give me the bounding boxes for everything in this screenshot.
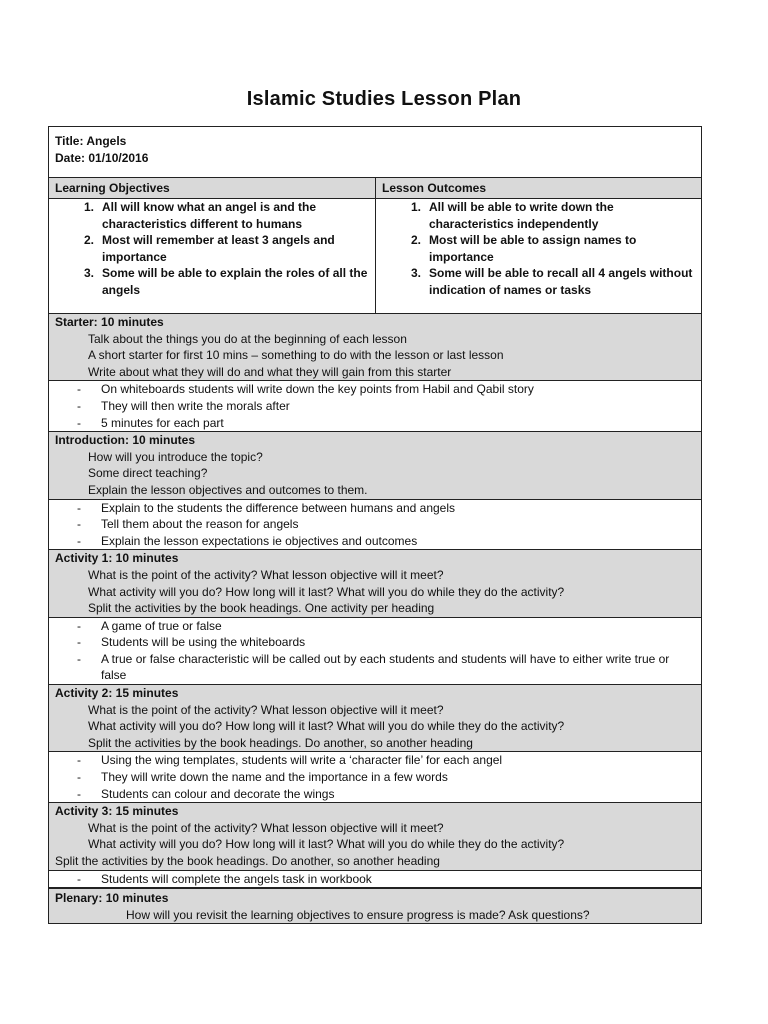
objective-item: 1. All will know what an angel is and the characteristics different to humans — [83, 200, 317, 231]
prompt-line: Split the activities by the book headings. Do another, so another heading — [55, 854, 440, 868]
activity1-plan-cell — [49, 617, 701, 684]
starter-prompt-cell — [49, 313, 701, 380]
introduction-heading: Introduction: 10 minutes — [55, 433, 196, 448]
list-item: - Tell them about the reason for angels — [77, 517, 299, 532]
list-item: - Explain the lesson expectations ie objectives and outcomes — [77, 533, 418, 548]
objective-item: 2. Most will remember at least 3 angels and importance — [83, 233, 335, 264]
prompt-line: What is the point of the activity? What lesson objective will it meet? — [88, 567, 444, 582]
outcome-item: 3. Some will be able to recall all 4 angels without indication of names or tasks — [410, 266, 693, 297]
activity1-prompt-cell — [49, 549, 701, 616]
prompt-line: A short starter for first 10 mins – something to do with the lesson or last lesson — [88, 348, 504, 363]
list-item: - A game of true or false — [77, 618, 222, 633]
prompt-line: How will you introduce the topic? — [88, 449, 263, 464]
starter-bullet-list — [49, 381, 701, 431]
activity2-prompt-cell — [49, 684, 701, 751]
lesson-plan-table — [48, 126, 702, 924]
prompt-line: Some direct teaching? — [88, 466, 208, 481]
list-item: - They will write down the name and the importance in a few words — [77, 770, 448, 785]
activity1-bullet-list — [49, 618, 701, 684]
list-item: - Students will complete the angels task in workbook — [77, 871, 372, 886]
objectives-heading: Learning Objectives — [49, 178, 375, 198]
prompt-line: How will you revisit the learning objectives to ensure progress is made? Ask questions? — [126, 907, 590, 922]
objectives-list-cell — [49, 198, 375, 313]
starter-heading: Starter: 10 minutes — [55, 315, 164, 329]
activity2-plan-cell — [49, 751, 701, 802]
objectives-column — [49, 178, 375, 313]
introduction-bullet-list — [49, 500, 701, 550]
list-item: - Explain to the students the difference between humans and angels — [77, 500, 456, 515]
outcomes-list-cell — [376, 198, 701, 313]
prompt-line: Write about what they will do and what they will gain from this starter — [88, 364, 452, 379]
prompt-line: Explain the lesson objectives and outcomes to them. — [88, 482, 368, 497]
starter-plan-cell — [49, 380, 701, 431]
objectives-outcomes-row — [49, 177, 701, 313]
list-item: - Students can colour and decorate the wings — [77, 786, 335, 801]
prompt-line: Talk about the things you do at the beginning of each lesson — [88, 331, 407, 346]
prompt-line: What activity will you do? How long will it last? What will you do while they do the activity? — [88, 584, 565, 599]
outcomes-column — [375, 178, 701, 313]
prompt-line: What activity will you do? How long will it last? What will you do while they do the activity? — [88, 837, 565, 852]
plenary-heading: Plenary: 10 minutes — [55, 891, 169, 906]
prompt-line: Split the activities by the book headings. Do another, so another heading — [88, 735, 473, 750]
outcome-item: 2. Most will be able to assign names to importance — [410, 233, 637, 264]
prompt-line: What is the point of the activity? What lesson objective will it meet? — [88, 820, 444, 835]
lesson-title-line: Title: Angels — [55, 134, 127, 148]
list-item: - A true or false characteristic will be called out by each students and students will have to either write true or false — [77, 651, 670, 683]
activity2-bullet-list — [49, 752, 701, 802]
activity3-heading: Activity 3: 15 minutes — [55, 804, 179, 819]
activity1-heading: Activity 1: 10 minutes — [55, 551, 179, 566]
activity2-heading: Activity 2: 15 minutes — [55, 686, 179, 701]
objective-item: 3. Some will be able to explain the roles of all the angels — [83, 266, 368, 297]
list-item: - Students will be using the whiteboards — [77, 635, 306, 650]
outcomes-list — [382, 199, 695, 299]
lesson-date-line: Date: 01/10/2016 — [55, 150, 149, 165]
document-title: Islamic Studies Lesson Plan — [246, 88, 522, 110]
objectives-list — [55, 199, 369, 299]
prompt-line: Split the activities by the book headings. One activity per heading — [88, 601, 435, 616]
outcome-item: 1. All will be able to write down the characteristics independently — [410, 200, 614, 231]
introduction-prompt-cell — [49, 431, 701, 498]
prompt-line: What activity will you do? How long will it last? What will you do while they do the activity? — [88, 719, 565, 734]
activity3-prompt-cell — [49, 802, 701, 869]
prompt-line: What is the point of the activity? What lesson objective will it meet? — [88, 702, 444, 717]
list-item: - 5 minutes for each part — [77, 415, 224, 430]
plenary-prompt-cell — [49, 887, 701, 923]
lesson-header-cell — [49, 127, 701, 177]
list-item: - They will then write the morals after — [77, 398, 290, 413]
outcomes-heading: Lesson Outcomes — [376, 178, 701, 198]
activity3-plan-cell — [49, 870, 701, 888]
list-item: - On whiteboards students will write down the key points from Habil and Qabil story — [77, 382, 534, 397]
list-item: - Using the wing templates, students will write a ‘character file’ for each angel — [77, 753, 503, 768]
introduction-plan-cell — [49, 499, 701, 550]
activity3-bullet-list — [49, 871, 701, 888]
